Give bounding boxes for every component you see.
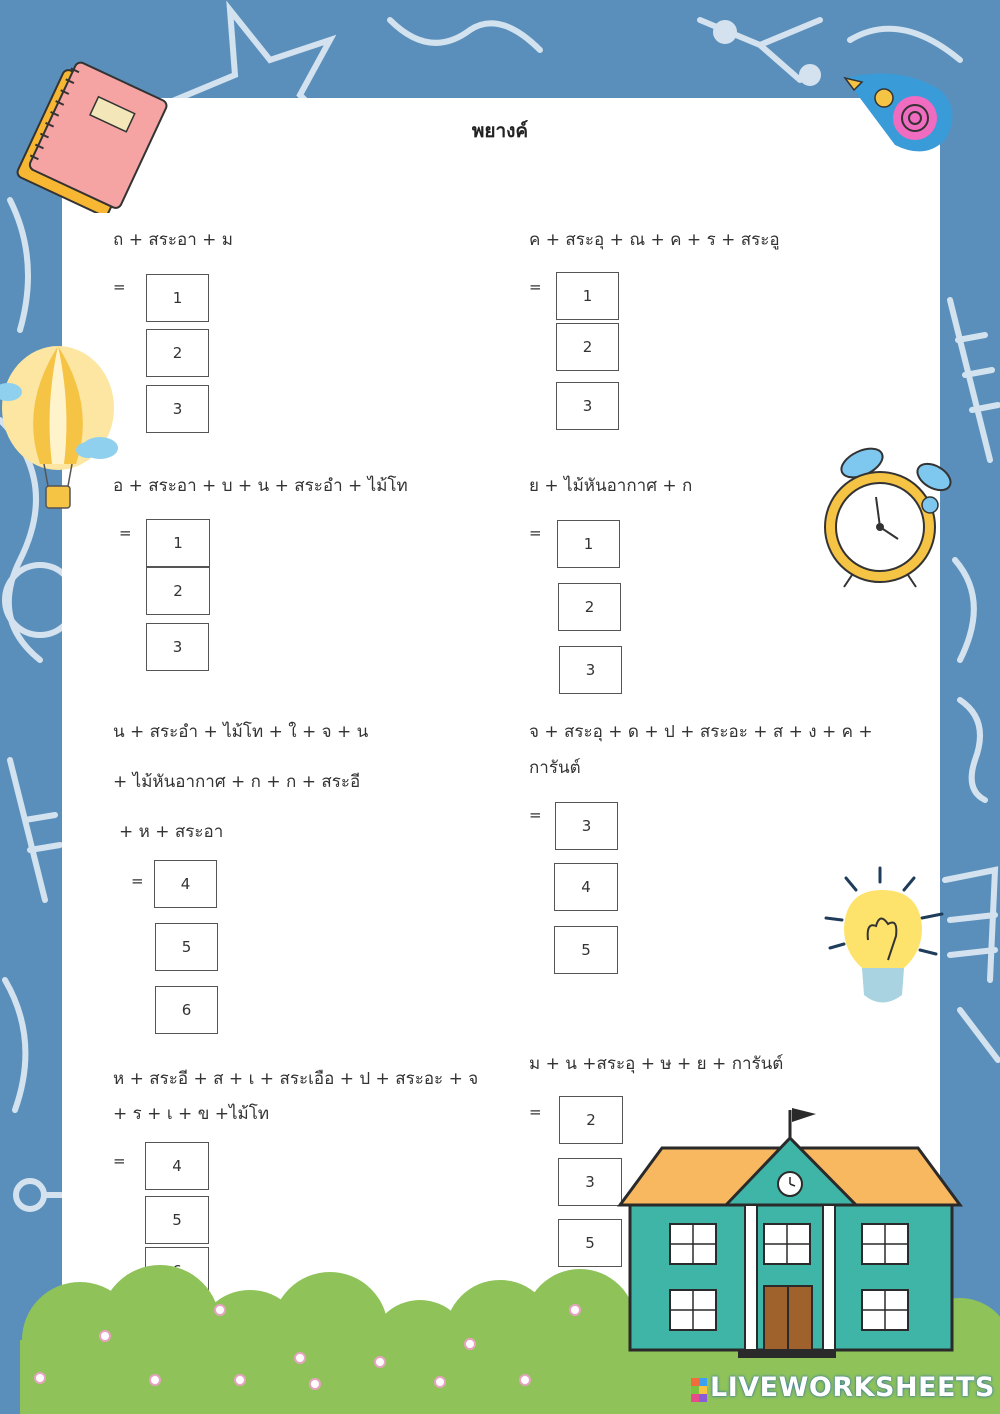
exercise-8-answer-box-1[interactable]: 2	[559, 1096, 623, 1144]
hot-air-balloon-icon	[0, 346, 125, 516]
exercise-5-equals: =	[131, 872, 144, 890]
exercise-4-equation: ย + ไม้หันอากาศ + ก	[529, 476, 693, 496]
exercise-8-equation: ม + น +สระอุ + ษ + ย + การันต์	[529, 1054, 784, 1074]
light-bulb-icon	[818, 860, 953, 1020]
sharpener-icon	[840, 70, 960, 160]
exercise-7-equation-line-2: + ร + เ + ข +ไม้โท	[113, 1104, 270, 1124]
exercise-1-answer-box-1[interactable]: 1	[146, 274, 209, 322]
exercise-7-equals: =	[113, 1152, 126, 1170]
alarm-clock-icon	[822, 435, 957, 595]
exercise-6-answer-box-2[interactable]: 4	[554, 863, 618, 911]
exercise-8-equals: =	[529, 1103, 542, 1121]
exercise-2-equation: ค + สระอุ + ณ + ค + ร + สระอู	[529, 230, 780, 250]
exercise-6-equation-line-1: จ + สระอุ + ด + ป + สระอะ + ส + ง + ค +	[529, 722, 873, 742]
exercise-4-answer-box-3[interactable]: 3	[559, 646, 622, 694]
exercise-3-equals: =	[119, 524, 132, 542]
page-title: พยางค์	[471, 120, 529, 142]
exercise-4-answer-box-1[interactable]: 1	[557, 520, 620, 568]
liveworksheets-logo-text: LIVEWORKSHEETS	[710, 1372, 995, 1403]
exercise-3-answer-box-2[interactable]: 2	[146, 567, 210, 615]
exercise-5-answer-box-3[interactable]: 6	[155, 986, 218, 1034]
exercise-5-answer-box-2[interactable]: 5	[155, 923, 218, 971]
exercise-5-answer-box-1[interactable]: 4	[154, 860, 217, 908]
exercise-6-equals: =	[529, 806, 542, 824]
school-scene	[0, 1100, 1000, 1414]
exercise-8-answer-box-2[interactable]: 3	[558, 1158, 622, 1206]
exercise-5-equation-line-2: + ไม้หันอากาศ + ก + ก + สระอี	[113, 772, 361, 792]
exercise-1-equation: ถ + สระอา + ม	[113, 230, 233, 250]
exercise-1-equals: =	[113, 278, 126, 296]
liveworksheets-logo-icon	[691, 1378, 707, 1402]
notebook-icon	[14, 48, 174, 213]
exercise-7-answer-box-2[interactable]: 5	[145, 1196, 209, 1244]
exercise-6-equation-line-2: การันต์	[529, 758, 581, 778]
exercise-8-answer-box-3[interactable]: 5	[558, 1219, 622, 1267]
exercise-1-answer-box-3[interactable]: 3	[146, 385, 209, 433]
exercise-7-equation-line-1: ห + สระอี + ส + เ + สระเอือ + ป + สระอะ + จ	[113, 1069, 479, 1089]
exercise-3-answer-box-1[interactable]: 1	[146, 519, 210, 567]
exercise-5-equation-line-1: น + สระอำ + ไม้โท + ใ + จ + น	[113, 722, 369, 742]
exercise-6-answer-box-3[interactable]: 5	[554, 926, 618, 974]
exercise-6-answer-box-1[interactable]: 3	[555, 802, 618, 850]
exercise-1-answer-box-2[interactable]: 2	[146, 329, 209, 377]
exercise-2-answer-box-1[interactable]: 1	[556, 272, 619, 320]
exercise-7-answer-box-1[interactable]: 4	[145, 1142, 209, 1190]
exercise-5-equation-line-3: + ห + สระอา	[119, 822, 224, 842]
exercise-2-equals: =	[529, 278, 542, 296]
exercise-3-equation: อ + สระอา + บ + น + สระอำ + ไม้โท	[113, 476, 408, 496]
exercise-2-answer-box-3[interactable]: 3	[556, 382, 619, 430]
exercise-3-answer-box-3[interactable]: 3	[146, 623, 209, 671]
exercise-4-answer-box-2[interactable]: 2	[558, 583, 621, 631]
exercise-2-answer-box-2[interactable]: 2	[556, 323, 619, 371]
exercise-4-equals: =	[529, 524, 542, 542]
